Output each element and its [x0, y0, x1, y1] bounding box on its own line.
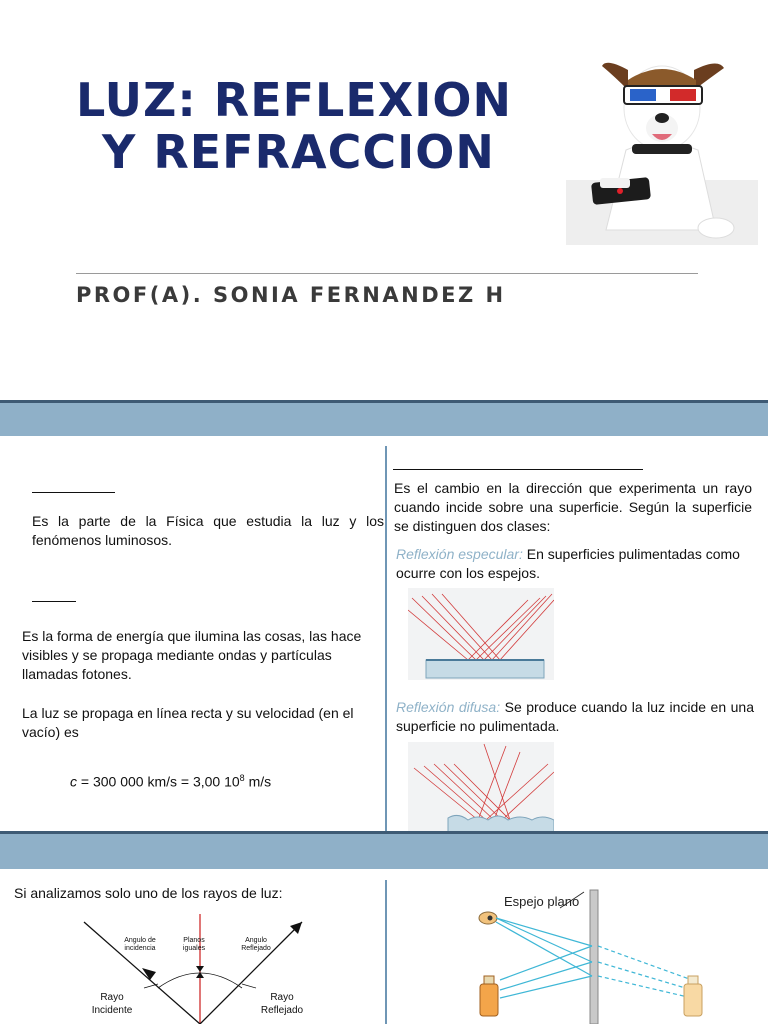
specular-reflection-diagram — [408, 588, 554, 680]
ray-incident-label-2: Incidente — [91, 1005, 133, 1016]
ray-reflected-label-2: Reflejado — [260, 1005, 304, 1016]
ray-reflected-label-1: Rayo — [270, 992, 294, 1003]
column-divider — [385, 446, 387, 856]
definition-light: Es la forma de energía que ilumina las cosas, las hace visibles y se propaga mediante ondas y partículas llamadas fotones. — [22, 628, 362, 682]
formula-unit: m/s — [244, 773, 272, 790]
angle-incidence-label-2: incidencia — [124, 945, 156, 952]
light-speed-text: La luz se propaga en línea recta y su velocidad (en el vacío) es — [22, 705, 354, 740]
slide-separator-band — [0, 831, 768, 869]
formula-variable: c — [70, 773, 77, 790]
reflection-angle-diagram — [70, 914, 330, 1024]
angle-reflected-label-1: Angulo — [245, 937, 267, 944]
angle-reflected-label-2: Reflejado — [241, 945, 271, 952]
mirror-label: Espejo plano — [504, 894, 580, 909]
dog-3d-glasses-image — [566, 30, 758, 245]
ray-analysis-text: Si analizamos solo uno de los rayos de luz: — [14, 885, 283, 901]
reflection-definition: Es el cambio en la dirección que experimenta un rayo cuando incide sobre una superficie. Según la superficie se distinguen dos clases: — [394, 480, 752, 534]
light-speed-formula — [70, 769, 271, 792]
specular-label: Reflexión especular: — [396, 546, 523, 562]
title-divider — [76, 273, 698, 274]
definition-optics: Es la parte de la Física que estudia la luz y los fenómenos luminosos. — [32, 513, 384, 548]
title-line-1: LUZ: REFLEXION — [76, 73, 512, 127]
ray-incident-label-1: Rayo — [100, 992, 124, 1003]
title-line-2: Y REFRACCION — [102, 125, 495, 179]
blank-line-2 — [32, 601, 76, 602]
slide-separator-band — [0, 400, 768, 436]
author-name: PROF(A). SONIA FERNANDEZ H — [76, 283, 506, 307]
angle-incidence-label-1: Angulo de — [124, 937, 156, 944]
diffuse-reflection-diagram — [408, 742, 554, 836]
planes-label-2: iguales — [182, 945, 206, 952]
planes-label-1: Planos — [183, 937, 205, 944]
column-divider — [385, 880, 387, 1024]
formula-main: = 300 000 km/s = 3,00 10 — [77, 773, 240, 790]
title-slide — [0, 0, 768, 400]
slide-title — [76, 74, 536, 178]
diffuse-reflection-text — [396, 698, 754, 736]
specular-description: En superficies pulimentadas como ocurre con los espejos. — [396, 546, 740, 581]
blank-line-1 — [32, 492, 115, 493]
plane-mirror-diagram — [470, 884, 720, 1024]
diffuse-description: Se produce cuando la luz incide en una superficie no pulimentada. — [396, 699, 754, 734]
specular-reflection-text — [396, 545, 754, 583]
diffuse-label: Reflexión difusa: — [396, 699, 501, 715]
blank-line-3 — [393, 469, 643, 470]
formula-exponent: 8 — [239, 773, 245, 783]
